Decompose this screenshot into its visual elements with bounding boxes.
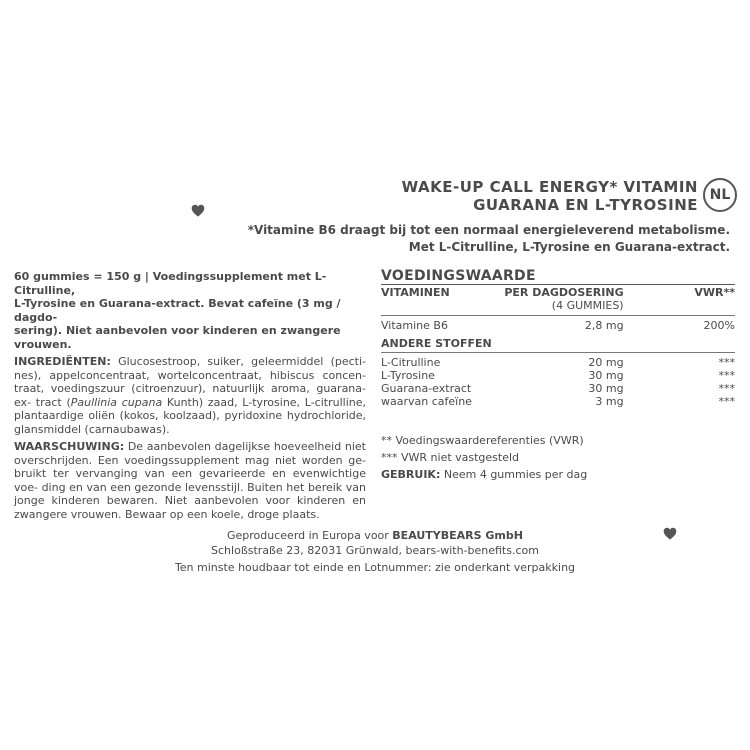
col-dose: PER DAGDOSERING xyxy=(483,285,690,300)
nutrition-title: VOEDINGSWAARDE xyxy=(381,268,536,284)
producer-address: Schloßstraße 23, 82031 Grünwald, bears-with-benefits.com xyxy=(211,544,539,557)
nutrient-name: L-Citrulline xyxy=(381,353,483,370)
producer-prefix: Geproduceerd in Europa voor xyxy=(227,529,393,542)
warning-label: WAARSCHUWING: xyxy=(14,440,125,453)
footnote-rda: ** Voedingswaardereferenties (VWR) xyxy=(381,434,584,447)
nutrient-name: L-Tyrosine xyxy=(381,369,435,382)
table-row xyxy=(381,353,735,370)
product-title xyxy=(402,178,698,214)
nutrient-amount: 20 mg xyxy=(483,353,690,370)
ingredients-latin-name: Paullinia cupana xyxy=(70,395,163,409)
product-info-column xyxy=(14,270,366,525)
producer-line1 xyxy=(0,528,750,543)
footnote-not-set: *** VWR niet vastgesteld xyxy=(381,451,520,464)
others-header-row xyxy=(381,335,735,353)
nutrient-rda: *** xyxy=(718,369,735,382)
product-intro xyxy=(14,270,366,351)
product-title-line2: GUARANA EN L-TYROSINE xyxy=(473,196,698,214)
nutrient-rda: *** xyxy=(718,382,735,395)
intro-line3: sering). Niet aanbevolen voor kinderen en zwangere vrouwen. xyxy=(14,324,341,351)
producer-info xyxy=(0,528,750,575)
ingredients-text xyxy=(14,355,366,436)
warning-body: De aanbevolen dagelijkse hoeveelheid niet overschrijden. Een voedingssupplement mag niet worden ge- bruikt ter vervanging van een gevarieerde en evenwichtige voe- ding en van een gezonde levensstijl. Buiten het bereik van jonge kinderen bewaren. Niet aanbevolen voor kinderen en zwangere vrouwen. Bewaar op een koele, droge plaats. xyxy=(14,440,366,521)
table-row xyxy=(381,382,735,395)
intro-line2: L-Tyrosine en Guarana-extract. Bevat cafeïne (3 mg / dagdo- xyxy=(14,297,341,324)
table-header-subrow xyxy=(381,299,735,316)
health-claim xyxy=(248,222,730,256)
usage-instruction xyxy=(381,466,735,483)
ingredients-part1: Glucosestroop, suiker, geleermiddel (pecti- nes), appelconcentraat, wortelconcentraat, hibiscus concen- traat, voedingszuur (citroenzuur), natuurlijk aroma, guarana-ex- tract ( xyxy=(14,355,366,409)
nutrient-rda: *** xyxy=(718,395,735,408)
col-vitamins: VITAMINEN xyxy=(381,285,483,300)
col-rda: VWR** xyxy=(690,285,735,300)
ingredients-part2: Kunth) zaad, L-tyrosine, L-citrulline, plantaardige oliën (kokos, koolzaad), pyridoxine hydrochloride, glansmiddel (carnaubawas). xyxy=(14,395,367,436)
nutrient-name: Vitamine B6 xyxy=(381,316,483,336)
product-title-line1: WAKE-UP CALL ENERGY* VITAMIN xyxy=(401,178,698,196)
ingredients-label: INGREDIËNTEN: xyxy=(14,355,111,368)
nutrient-name: waarvan cafeïne xyxy=(381,395,472,408)
producer-company: BEAUTYBEARS GmbH xyxy=(392,529,523,542)
nutrient-rda: *** xyxy=(690,353,735,370)
usage-label: GEBRUIK: xyxy=(381,468,441,481)
heart-icon xyxy=(191,204,205,218)
usage-text: Neem 4 gummies per dag xyxy=(440,468,588,481)
health-claim-line1: *Vitamine B6 draagt bij tot een normaal energieleverend metabolisme. xyxy=(247,223,730,237)
nutrient-amount: 2,8 mg xyxy=(483,316,690,336)
table-row xyxy=(381,395,735,408)
nutrient-amount: 30 mg xyxy=(588,382,624,395)
col-dose-sub: (4 GUMMIES) xyxy=(551,299,624,312)
table-row xyxy=(381,316,735,336)
health-claim-line2: Met L-Citrulline, L-Tyrosine en Guarana-extract. xyxy=(408,240,730,254)
nutrition-panel xyxy=(381,268,735,483)
table-row xyxy=(381,369,735,382)
nutrient-name: Guarana-extract xyxy=(381,382,472,395)
warning-text xyxy=(14,440,366,521)
others-label: ANDERE STOFFEN xyxy=(381,337,492,350)
table-header-row xyxy=(381,285,735,300)
nutrient-amount: 30 mg xyxy=(588,369,624,382)
language-badge: NL xyxy=(703,178,737,212)
best-before-note: Ten minste houdbaar tot einde en Lotnummer: zie onderkant verpakking xyxy=(174,561,576,574)
intro-line1: 60 gummies = 150 g | Voedingssupplement met L-Citrulline, xyxy=(14,270,327,297)
nutrient-rda: 200% xyxy=(690,316,735,336)
nutrition-table xyxy=(381,284,735,408)
nutrient-amount: 3 mg xyxy=(595,395,624,408)
